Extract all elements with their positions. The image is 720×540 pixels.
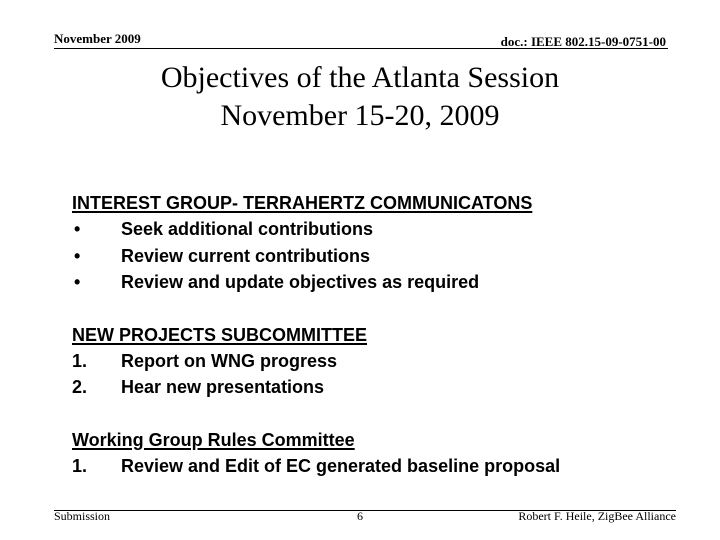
list-item-text: Hear new presentations: [121, 377, 325, 397]
list-item-text: Report on WNG progress: [121, 350, 338, 371]
section-heading: INTEREST GROUP- TERRAHERTZ COMMUNICATONS: [72, 193, 533, 213]
number-marker: 2.: [72, 377, 88, 397]
section-rules-committee: [72, 427, 560, 480]
header-doc-id: doc.: IEEE 802.15-09-0751-00: [500, 34, 666, 49]
header-date: November 2009: [54, 31, 141, 46]
bullet-marker: •: [74, 219, 81, 239]
list-item: [72, 269, 560, 296]
list-item: [72, 453, 560, 480]
slide-body: [72, 190, 560, 479]
section-heading: NEW PROJECTS SUBCOMMITTEE: [72, 324, 368, 345]
list-item-text: Seek additional contributions: [121, 219, 374, 239]
footer-submission: Submission: [54, 509, 111, 523]
number-marker: 1.: [72, 350, 88, 371]
list-item: [72, 243, 560, 270]
number-marker: 1.: [72, 455, 88, 476]
list-item-text: Review and Edit of EC generated baseline proposal: [121, 455, 561, 476]
list-item: [72, 374, 560, 401]
header-divider: [54, 48, 668, 49]
list-item: [72, 216, 560, 243]
page-number: 6: [357, 509, 363, 523]
slide-title-line2: November 15-20, 2009: [220, 99, 500, 132]
list-item-text: Review and update objectives as required: [121, 272, 480, 292]
bullet-marker: •: [74, 245, 81, 266]
section-interest-group: [72, 190, 560, 296]
list-item: [72, 348, 560, 375]
section-heading: Working Group Rules Committee: [72, 429, 355, 450]
list-item-text: Review current contributions: [121, 245, 371, 266]
bullet-marker: •: [74, 272, 81, 292]
section-new-projects: [72, 322, 560, 401]
slide-title-line1: Objectives of the Atlanta Session: [160, 61, 560, 94]
footer-author: Robert F. Heile, ZigBee Alliance: [518, 509, 676, 523]
